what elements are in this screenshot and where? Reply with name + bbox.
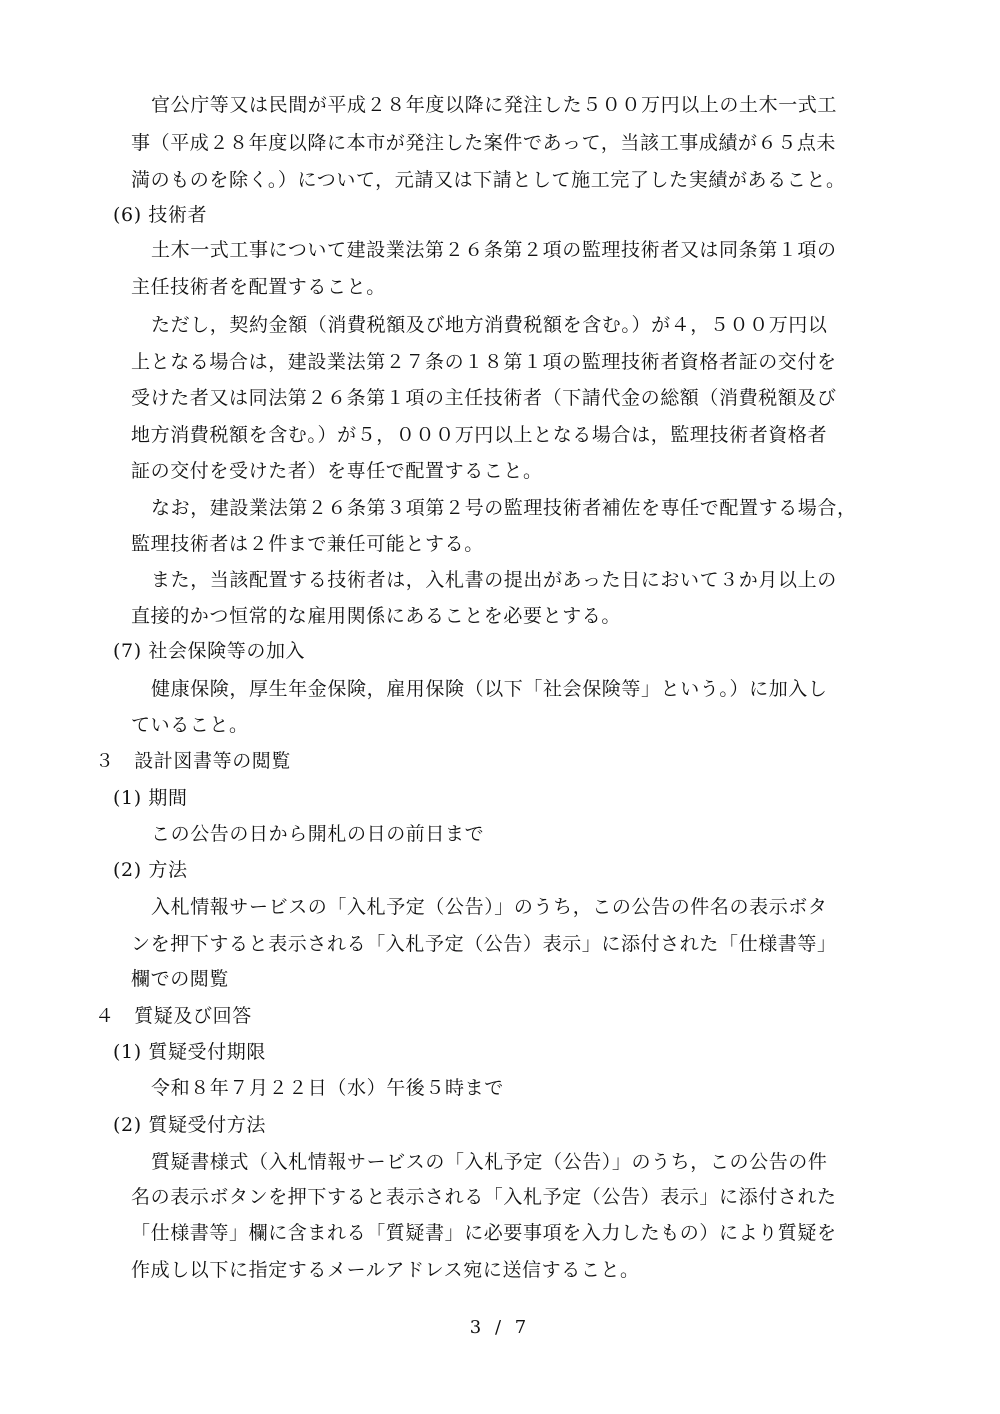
text-line: 質疑書様式（入札情報サービスの「入札予定（公告）」のうち，この公告の件 [151,1151,828,1173]
section-heading: (2) 方法 [113,859,188,881]
section-heading: (6) 技術者 [113,204,208,226]
text-line: なお，建設業法第２６条第３項第２号の監理技術者補佐を専任で配置する場合， [151,497,857,519]
chapter-heading: ４ 質疑及び回答 [95,1005,252,1027]
text-line: ていること。 [131,714,249,736]
text-line: 作成し以下に指定するメールアドレス宛に送信すること。 [131,1259,640,1281]
text-line: 上となる場合は，建設業法第２７条の１８第１項の監理技術者資格者証の交付を [131,351,837,373]
text-line: ただし，契約金額（消費税額及び地方消費税額を含む。）が４，５００万円以 [151,314,828,336]
text-line: 「仕様書等」欄に含まれる「質疑書」に必要事項を入力したもの）により質疑を [131,1222,837,1244]
text-line: 名の表示ボタンを押下すると表示される「入札予定（公告）表示」に添付された [131,1186,837,1208]
text-line: 事（平成２８年度以降に本市が発注した案件であって，当該工事成績が６５点未 [131,132,837,154]
text-line: 監理技術者は２件まで兼任可能とする。 [131,533,484,555]
text-line: 主任技術者を配置すること。 [131,276,386,298]
text-line: 令和８年７月２２日（水）午後５時まで [151,1077,504,1099]
text-line: 満のものを除く。）について，元請又は下請として施工完了した実績があること。 [131,169,846,191]
text-line: 土木一式工事について建設業法第２６条第２項の監理技術者又は同条第１項の [151,239,837,261]
text-line: この公告の日から開札の日の前日まで [151,823,485,845]
text-line: 受けた者又は同法第２６条第１項の主任技術者（下請代金の総額（消費税額及び [131,387,837,409]
text-line: 健康保険，厚生年金保険，雇用保険（以下「社会保険等」という。）に加入し [151,678,828,700]
text-line: 地方消費税額を含む。）が５，０００万円以上となる場合は，監理技術者資格者 [131,424,828,446]
section-heading: (1) 期間 [113,787,188,809]
text-line: 証の交付を受けた者）を専任で配置すること。 [131,460,543,482]
section-heading: (1) 質疑受付期限 [113,1041,266,1063]
section-heading: (2) 質疑受付方法 [113,1114,266,1136]
section-heading: (7) 社会保険等の加入 [113,640,306,662]
text-line: 入札情報サービスの「入札予定（公告）」のうち，この公告の件名の表示ボタ [151,896,828,918]
text-line: 直接的かつ恒常的な雇用関係にあることを必要とする。 [131,605,622,627]
page-number: 3 / 7 [469,1317,531,1338]
text-line: 欄での閲覧 [131,968,230,990]
text-line: 官公庁等又は民間が平成２８年度以降に発注した５００万円以上の土木一式工 [151,94,838,116]
chapter-heading: ３ 設計図書等の閲覧 [95,750,292,772]
text-line: ンを押下すると表示される「入札予定（公告）表示」に添付された「仕様書等」 [131,933,837,955]
text-line: また，当該配置する技術者は，入札書の提出があった日において３か月以上の [151,569,837,591]
